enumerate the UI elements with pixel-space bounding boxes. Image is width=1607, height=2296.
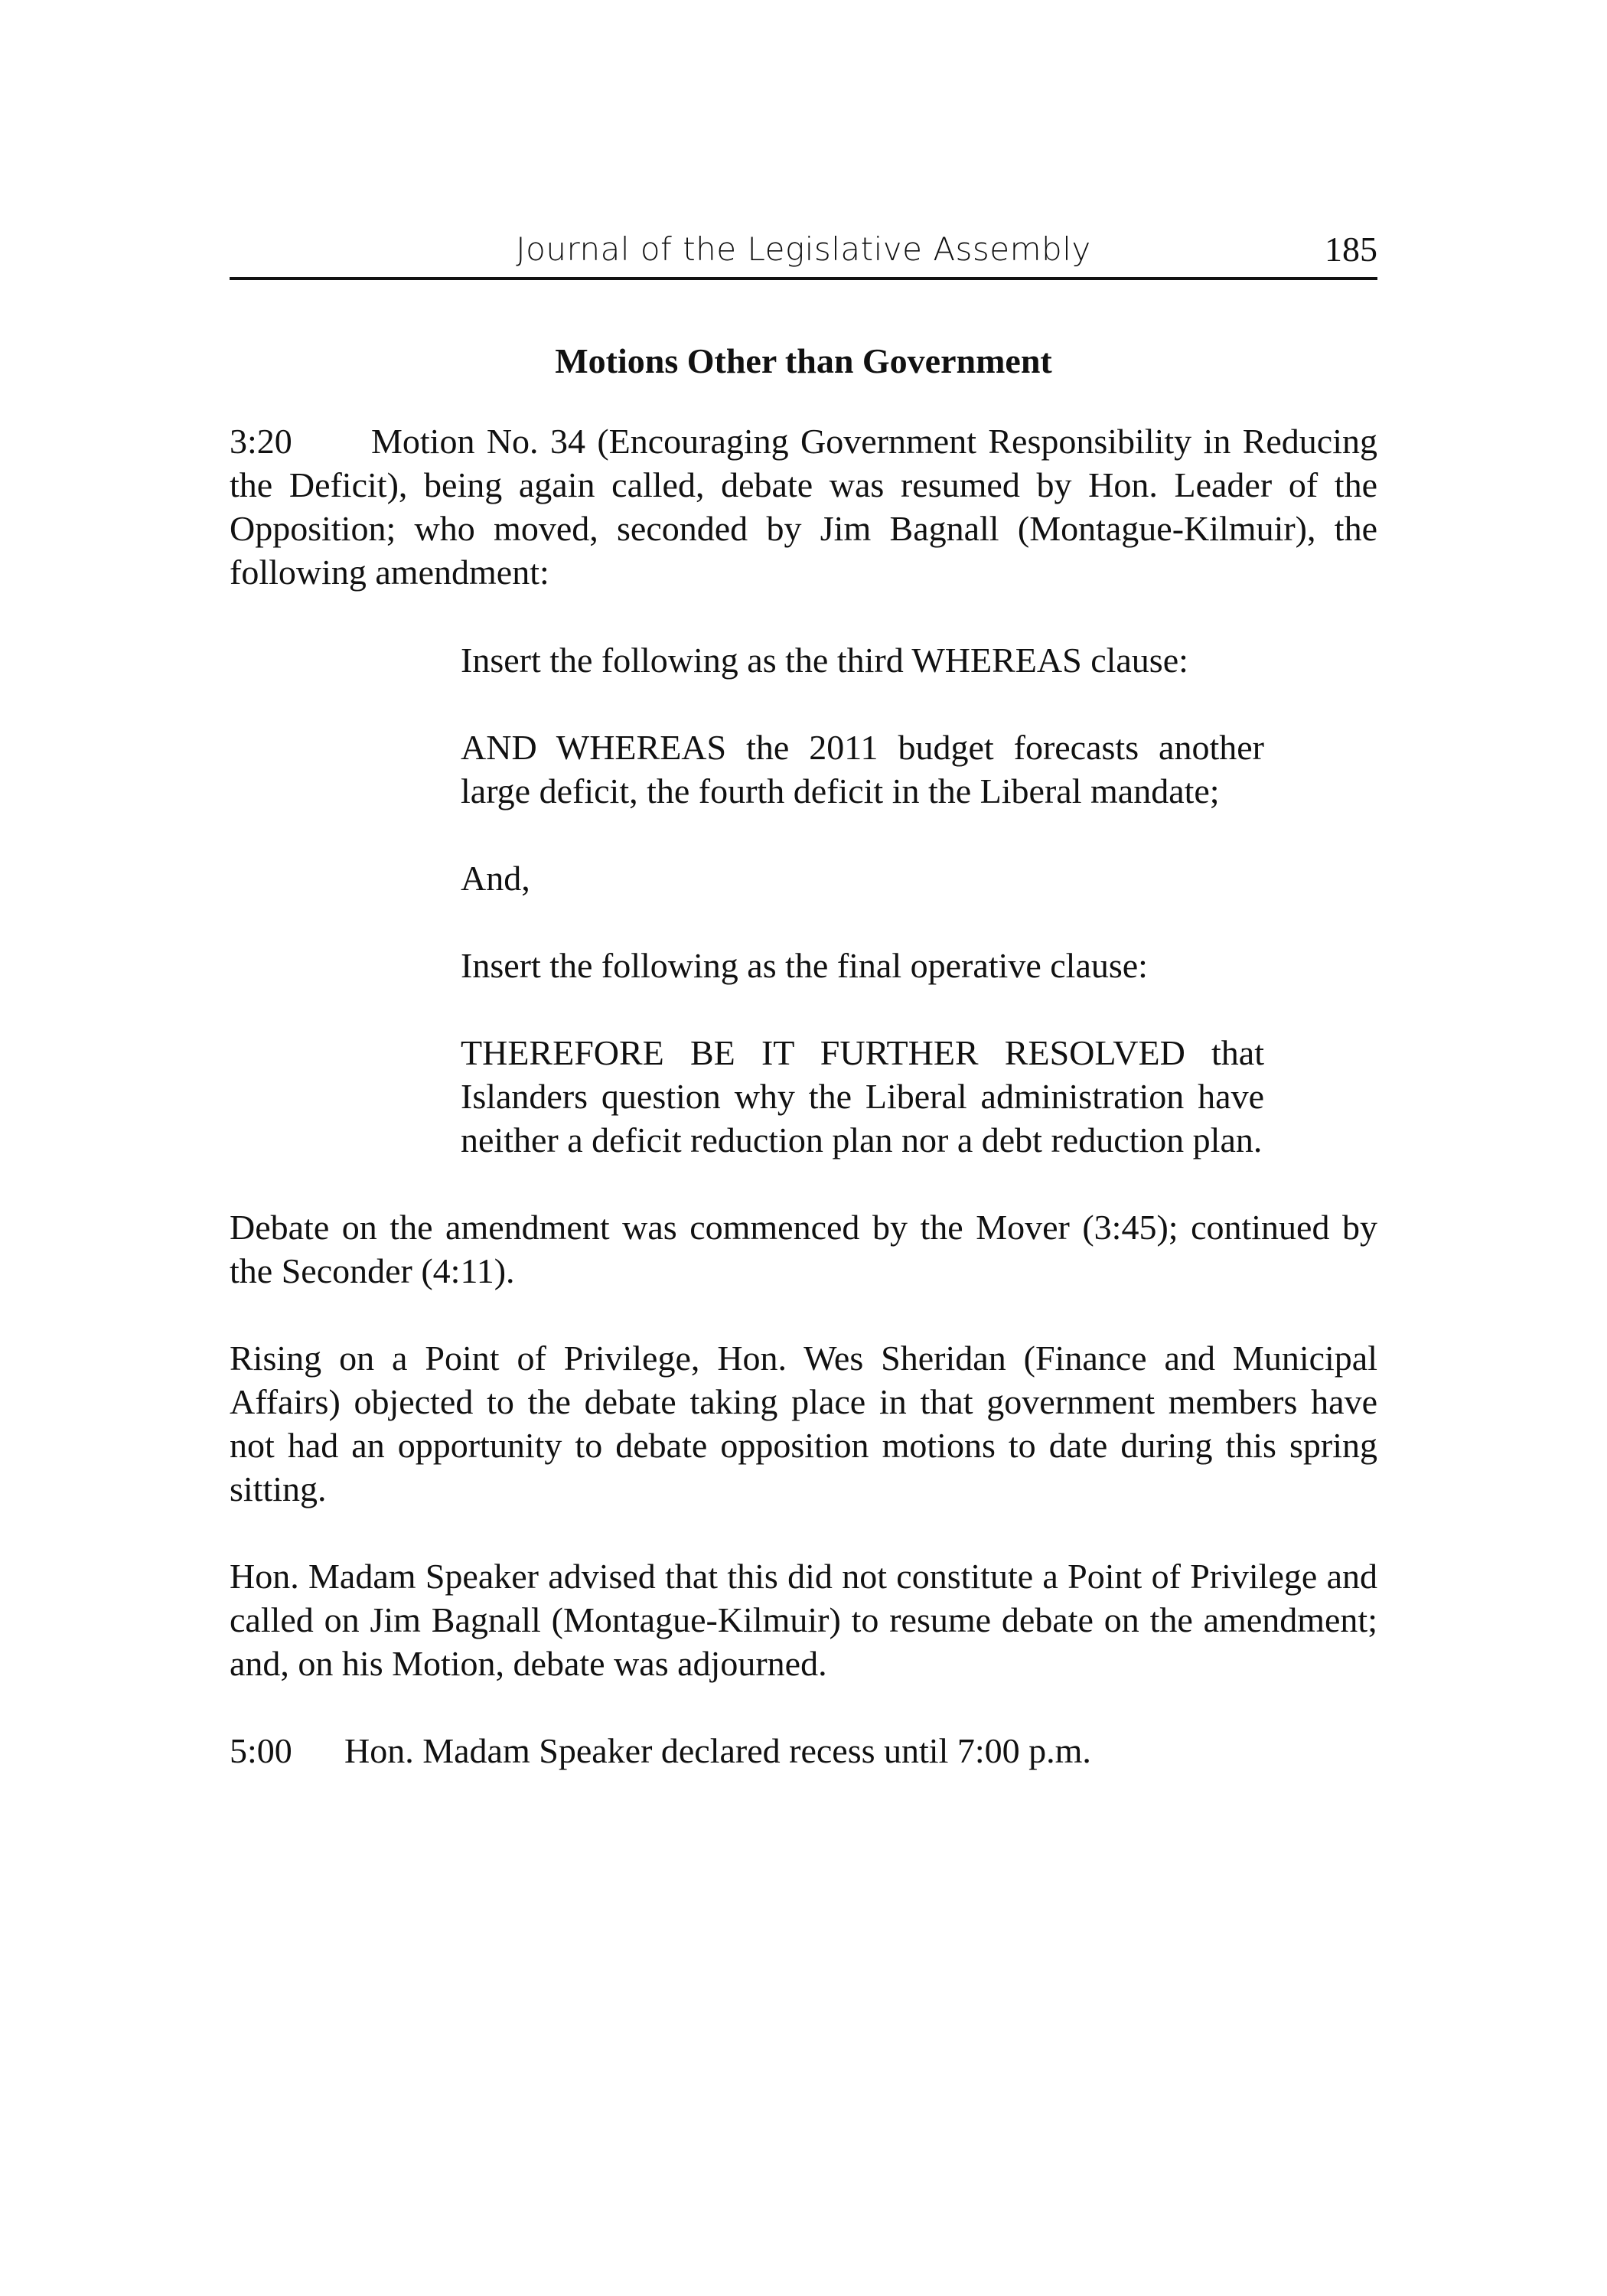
motion-paragraph [230,419,1377,594]
journal-page [230,230,1377,1773]
motion-text: Motion No. 34 (Encouraging Government Responsibility in Reducing the Deficit), being again called, debate was resumed by Hon. Leader of the Opposition; who moved, seconded by Jim Bagnall (Montague-Kilmuir), the following amendment: [230,422,1377,592]
recess-paragraph [230,1729,1377,1773]
amendment-resolved-clause: THEREFORE BE IT FURTHER RESOLVED that Islanders question why the Liberal administration have neither a deficit reduction plan nor a debt reduction plan. [461,1033,1264,1159]
amendment-whereas-clause: AND WHEREAS the 2011 budget forecasts another large deficit, the fourth deficit in the Liberal mandate; [461,728,1264,810]
page-number: 185 [1325,230,1377,269]
amendment-instruction-whereas: Insert the following as the third WHEREAS clause: [461,641,1188,680]
running-header [230,230,1377,280]
privilege-paragraph: Rising on a Point of Privilege, Hon. Wes Sheridan (Finance and Municipal Affairs) objected to the debate taking place in that government members have not had an opportunity to debate opposition motions to date during this spring sitting. [230,1339,1377,1508]
amendment-instruction-operative: Insert the following as the final operative clause: [461,946,1148,985]
speaker-ruling-paragraph: Hon. Madam Speaker advised that this did not constitute a Point of Privilege and called on Jim Bagnall (Montague-Kilmuir) to resume debate on the amendment; and, on his Motion, debate was adjourned. [230,1557,1377,1683]
debate-paragraph: Debate on the amendment was commenced by the Mover (3:45); continued by the Seconder (4:11). [230,1208,1377,1290]
recess-time: 5:00 [230,1731,292,1770]
amendment-connector: And, [461,859,530,898]
section-heading: Motions Other than Government [555,341,1052,380]
journal-title: Journal of the Legislative Assembly [516,230,1091,268]
entry-time: 3:20 [230,422,292,461]
recess-text: Hon. Madam Speaker declared recess until 7:00 p.m. [344,1731,1091,1770]
